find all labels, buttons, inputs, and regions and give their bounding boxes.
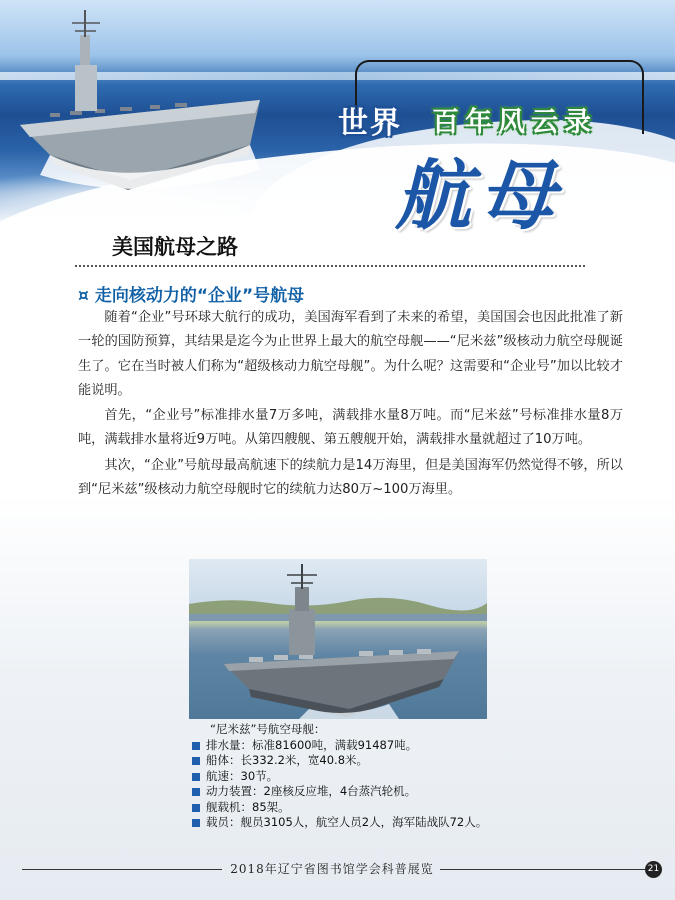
subheading bbox=[78, 281, 304, 306]
footer-rule bbox=[22, 869, 222, 870]
caption-title: “尼米兹”号航空母舰： bbox=[210, 722, 326, 736]
carrier-banner-image bbox=[10, 5, 270, 195]
list-item: 动力装置：2座核反应堆，4台蒸汽轮机。 bbox=[192, 784, 487, 800]
header-banner bbox=[0, 0, 675, 250]
subheading-text: 走向核动力的“企业”号航母 bbox=[94, 286, 305, 306]
page-footer bbox=[0, 858, 675, 880]
carrier-photo-drawing bbox=[189, 559, 487, 719]
list-item: 航速：30节。 bbox=[192, 769, 487, 785]
list-item: 舰载机：85架。 bbox=[192, 800, 487, 816]
title-century: 百年风云录 bbox=[432, 107, 597, 138]
title-world: 世界 bbox=[338, 106, 402, 141]
photo-caption bbox=[192, 722, 487, 831]
page-number: 21 bbox=[645, 861, 662, 878]
list-item: 载员：舰员3105人，航空人员2人，海军陆战队72人。 bbox=[192, 815, 487, 831]
spec-list bbox=[192, 738, 487, 831]
paragraph: 其次，“企业”号航母最高航速下的续航力是14万海里，但是美国海军仍然觉得不够，所以到“尼米兹”级核动力航空母舰时它的续航力达80万~100万海里。 bbox=[78, 457, 623, 498]
article-body bbox=[78, 306, 623, 502]
title-carrier: 航母 bbox=[395, 151, 563, 240]
carrier-photo bbox=[189, 559, 487, 719]
list-item: 排水量：标准81600吨，满载91487吨。 bbox=[192, 738, 487, 754]
paragraph: 首先，“企业号”标准排水量7万多吨，满载排水量8万吨。而“尼米兹”号标准排水量8万吨，满载排水量将近9万吨。从第四艘舰、第五艘舰开始，满载排水量就超过了10万吨。 bbox=[78, 408, 623, 448]
footer-rule bbox=[440, 869, 645, 870]
section-heading: 美国航母之路 bbox=[112, 235, 238, 259]
bullet-mark-icon: ¤ bbox=[78, 286, 89, 306]
paragraph: 随着“企业”号环球大航行的成功，美国海军看到了未来的希望，美国国会也因此批准了新一轮的国防预算，其结果是迄今为止世界上最大的航空母舰——“尼米兹”级核动力航空母舰诞生了。它在当时被人们称为“超级核动力航空母舰”。为什么呢？这需要和“企业号”加以比较才能说明。 bbox=[78, 310, 623, 398]
footer-text: 2018年辽宁省图书馆学会科普展览 bbox=[230, 862, 434, 876]
dotted-divider bbox=[75, 265, 585, 267]
list-item: 船体：长332.2米，宽40.8米。 bbox=[192, 753, 487, 769]
